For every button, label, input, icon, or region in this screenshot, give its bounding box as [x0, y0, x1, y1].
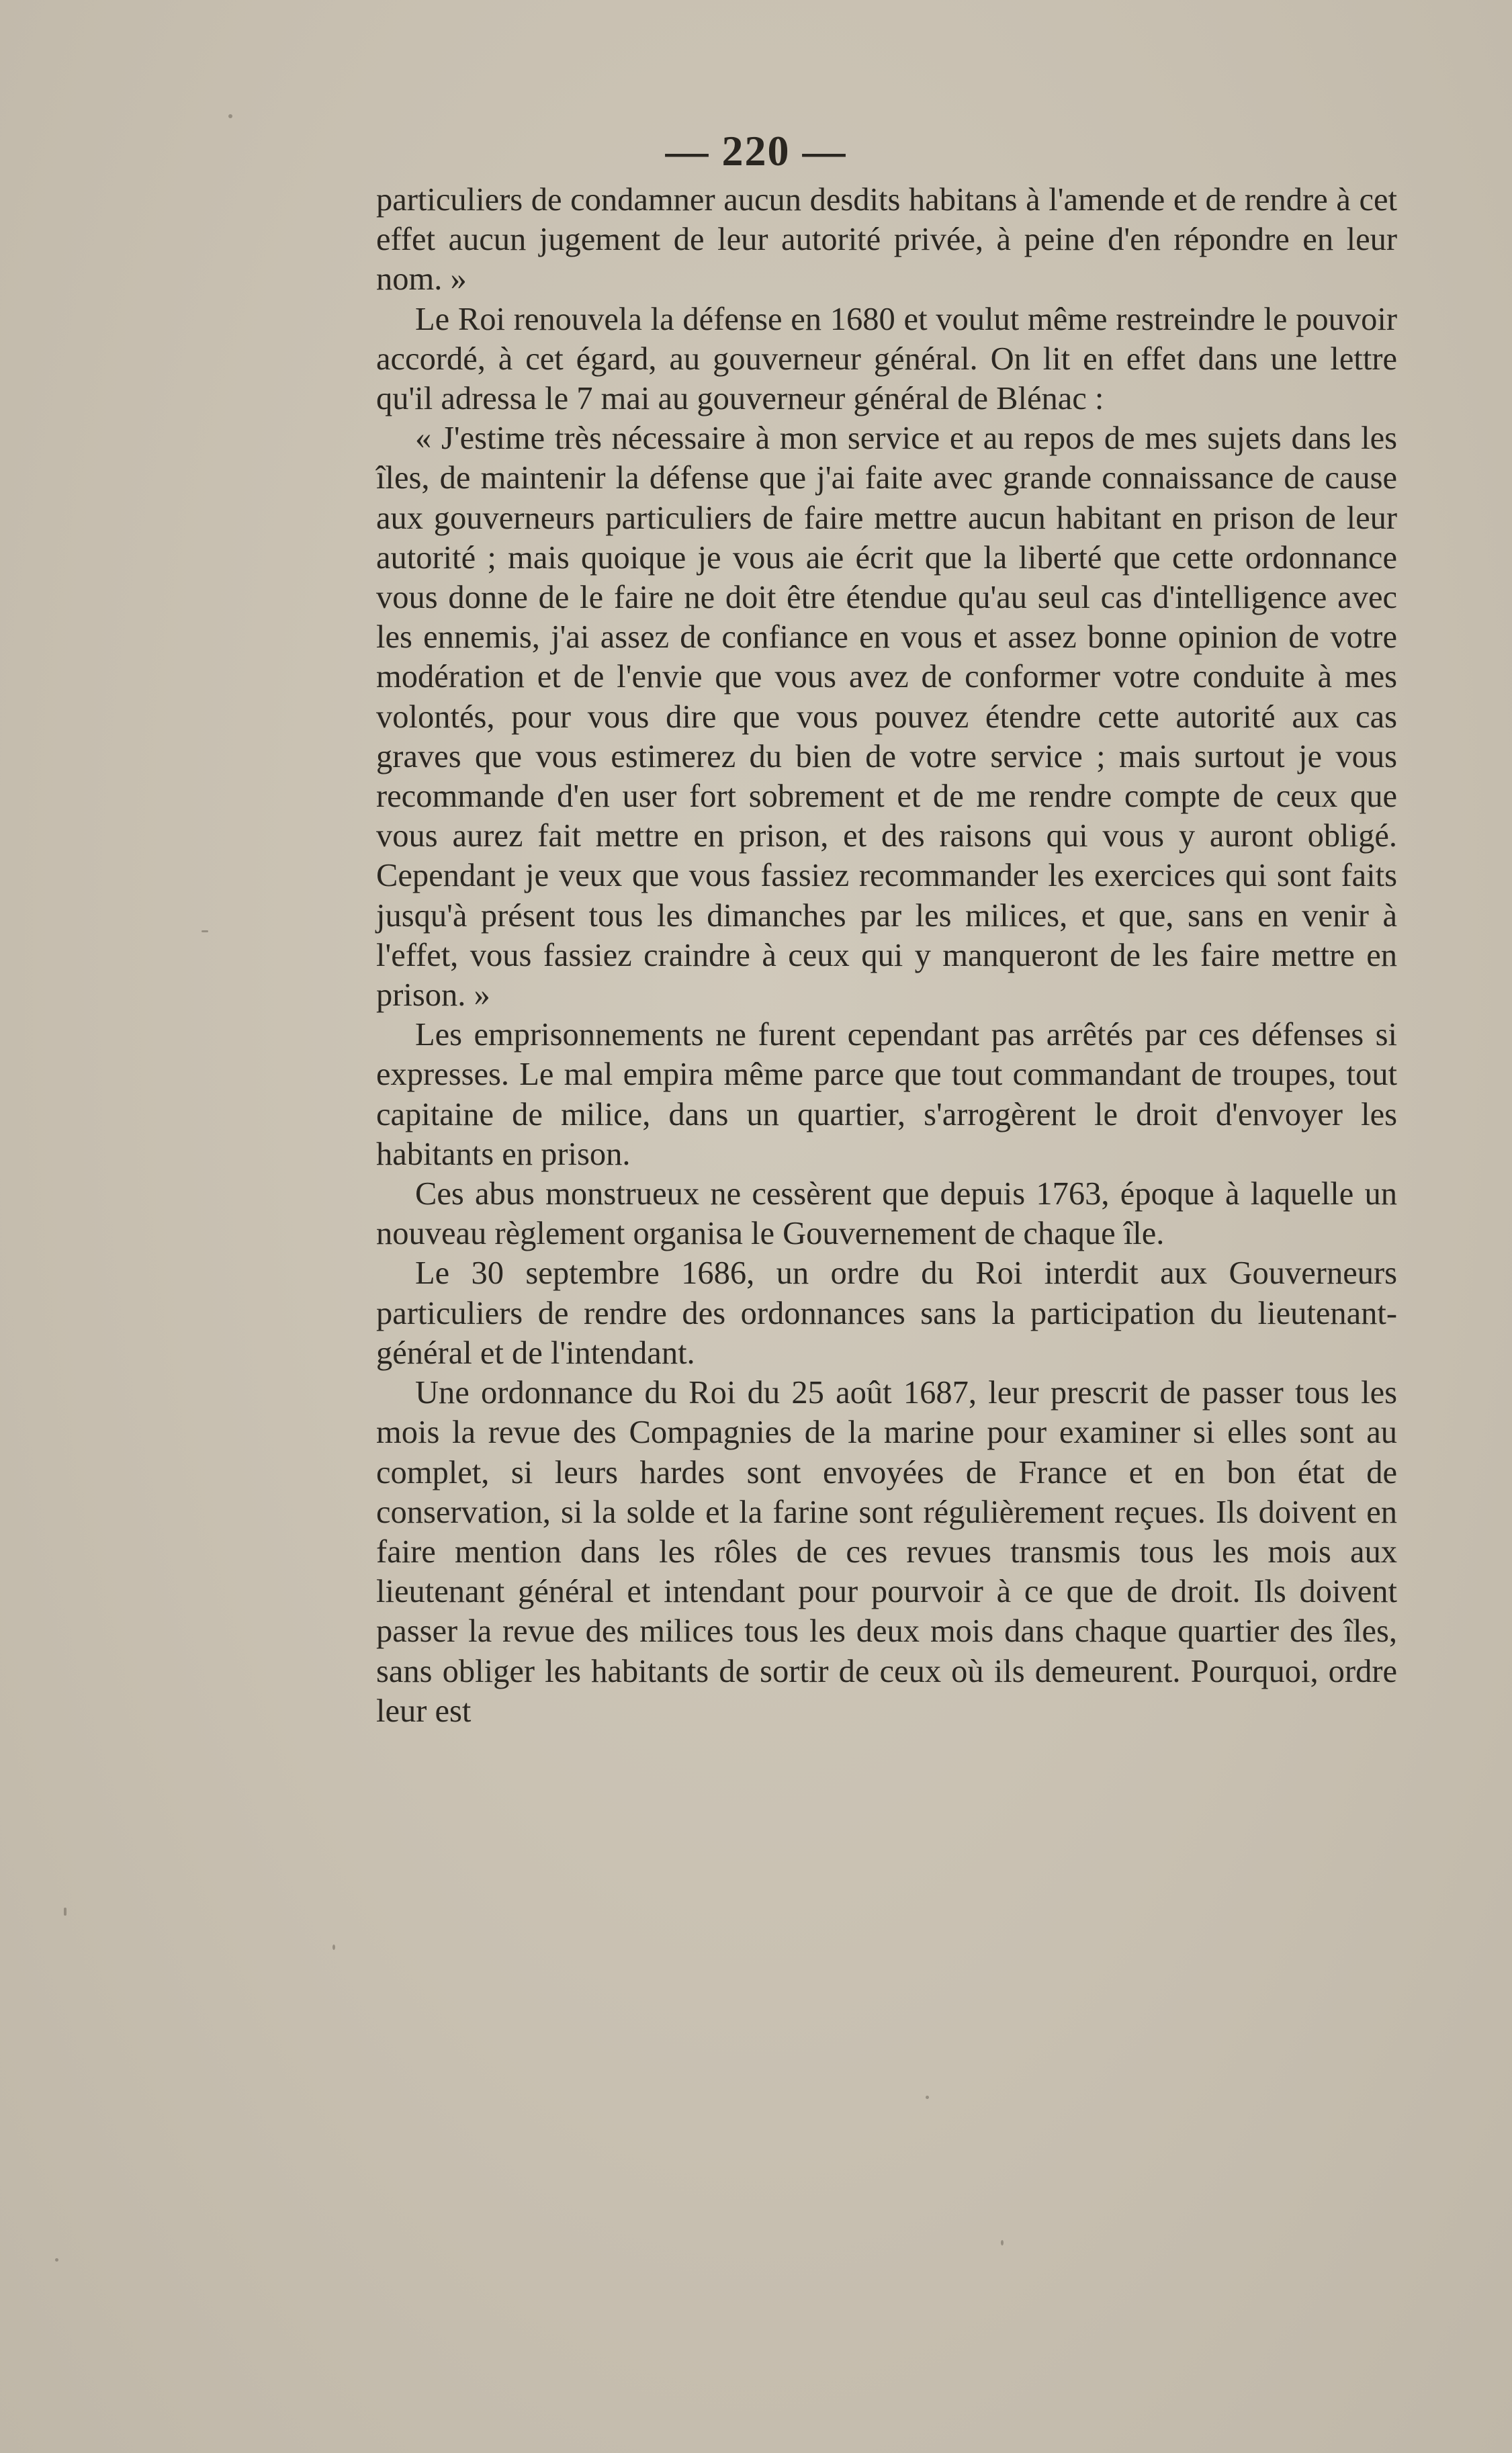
- paper-speck: [926, 2096, 929, 2099]
- paragraph-7: Une ordonnance du Roi du 25 août 1687, leur prescrit de passer tous les mois la revue des Compagnies de la marine pour examiner si elles sont au complet, si leurs hardes sont envoyées de France et en bon état de conservation, si la solde et la farine sont régulièrement reçues. Ils doivent en faire mention dans les rôles de ces revues transmis tous les mois aux lieutenant général et intendant pour pourvoir à ce que de droit. Ils doivent passer la revue des milices tous les deux mois dans chaque quartier des îles, sans obliger les habitants de sortir de ceux où ils demeurent. Pourquoi, ordre leur est: [376, 1375, 1397, 1729]
- body-text: [376, 180, 1397, 1731]
- paragraph-4: Les emprisonnements ne furent cependant pas arrêtés par ces défenses si expresses. Le mal empira même parce que tout commandant de troupes, tout capitaine de milice, dans un quartier, s'arrogèrent le droit d'envoyer les habitants en prison.: [376, 1017, 1397, 1172]
- paper-speck: [64, 1908, 66, 1916]
- paragraph-2: Le Roi renouvela la défense en 1680 et voulut même restreindre le pouvoir accordé, à cet égard, au gouverneur général. On lit en effet dans une lettre qu'il adressa le 7 mai au gouverneur général de Blénac :: [376, 301, 1397, 417]
- page-number: — 220 —: [665, 127, 847, 175]
- paper-speck: [202, 930, 208, 932]
- paragraph-6: Le 30 septembre 1686, un ordre du Roi interdit aux Gouverneurs particuliers de rendre des ordonnances sans la participation du lieutenant-général et de l'intendant.: [376, 1255, 1397, 1371]
- paper-speck: [332, 1945, 335, 1950]
- paragraph-3-quote: « J'estime très nécessaire à mon service et au repos de mes sujets dans les îles, de maintenir la défense que j'ai faite avec grande connaissance de cause aux gouverneurs particuliers de faire mettre aucun habitant en prison de leur autorité ; mais quoique je vous aie écrit que la liberté que cette ordonnance vous donne de le faire ne doit être étendue qu'au seul cas d'intelligence avec les ennemis, j'ai assez de confiance en vous et assez bonne opinion de votre modération et de l'envie que vous avez de conformer votre conduite à mes volontés, pour vous dire que vous pouvez étendre cette autorité aux cas graves que vous estimerez du bien de votre service ; mais surtout je vous recommande d'en user fort sobrement et de me rendre compte de ceux que vous aurez fait mettre en prison, et des raisons qui vous y auront obligé. Cependant je veux que vous fassiez recommander les exercices qui sont faits jusqu'à présent tous les dimanches par les milices, et que, sans en venir à l'effet, vous fassiez craindre à ceux qui y manqueront de les faire mettre en prison. »: [376, 420, 1397, 1014]
- paragraph-5: Ces abus monstrueux ne cessèrent que depuis 1763, époque à laquelle un nouveau règlement organisa le Gouvernement de chaque île.: [376, 1176, 1397, 1252]
- paper-speck: [228, 114, 232, 118]
- paragraph-1: particuliers de condamner aucun desdits habitans à l'amende et de rendre à cet effet aucun jugement de leur autorité privée, à peine d'en répondre en leur nom. »: [376, 182, 1397, 298]
- paper-speck: [55, 2258, 58, 2262]
- paper-speck: [1001, 2240, 1004, 2245]
